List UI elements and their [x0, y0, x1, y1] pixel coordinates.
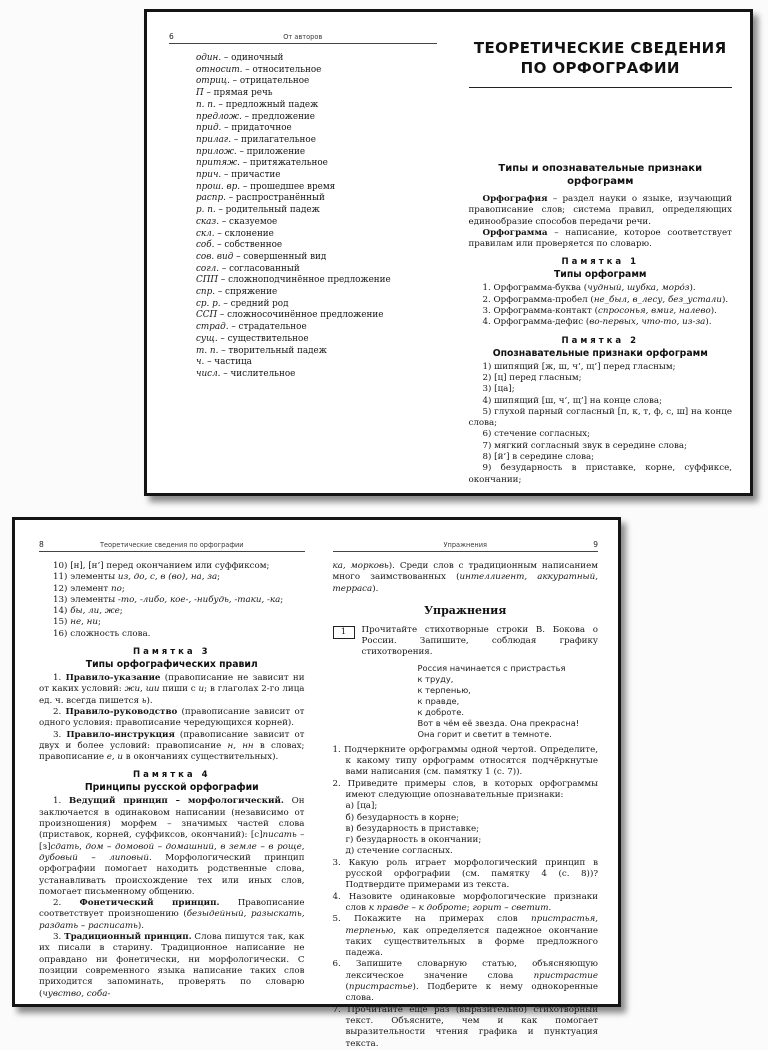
task-list [333, 745, 599, 1050]
pamyatka-item: 1. Орфограмма-буква (чудный, шубка, моро́з). [482, 283, 696, 294]
abbreviation-item: притяж. – притяжательное [196, 158, 328, 169]
exercise-intro: Прочитайте стихотворные строки В. Бокова о России. Запишите, соблюдая графику стихотворения. [361, 624, 598, 658]
list-item: 13) элементы -то, -либо, кое-, -нибудь, -таки, -ка; [53, 594, 284, 605]
pamyatka-item: 2. Орфограмма-пробел (не_был, в_лесу, без_устали). [482, 294, 729, 305]
list-item: 15) не, ни; [53, 617, 101, 628]
task-items-1-2 [333, 745, 599, 801]
poem-line: к терпенью, [417, 684, 471, 695]
section-title-line1: Типы и опознавательные признаки [498, 163, 703, 174]
task-item: 3. Какую роль играет морфологический принцип в русской орфографии (см. памятку 4 (с. 8))? Подтвердите примерами из текста. [332, 857, 598, 891]
running-head [39, 540, 305, 552]
running-head [333, 540, 599, 552]
book-spread-pages-6-7 [144, 9, 753, 496]
abbreviation-item: ССП – сложносочинённое предложение [196, 310, 384, 321]
task-item: 5. Покажите на примерах слов пристрастья, терпенью, как определяется падежное окончание таких существительных в форме предложного падежа. [332, 914, 598, 959]
page-6 [147, 12, 449, 493]
book-spread-pages-8-9 [12, 517, 621, 1049]
task-item: 1. Подчеркните орфограммы одной чертой. Определите, к какому типу орфограмм относятся подчёркнутые вами написания (см. памятку 1 (с. 7)). [332, 744, 598, 778]
list-item: 12) элемент по; [53, 583, 125, 594]
pamyatka-item-list [469, 362, 733, 486]
pamyatka-item: 2. Правило-руководство (правописание зависит от одного условия: правописание чередующихся корней). [39, 706, 305, 729]
poem-line: Россия начинается с пристрастья [417, 662, 566, 673]
task-items-3-7 [333, 858, 599, 1050]
abbreviation-item: один. – одиночный [196, 53, 284, 63]
subtask-item: б) безударность в корне; [345, 812, 460, 823]
page-7 [449, 12, 751, 493]
pamyatka-item: 1. Правило-указание (правописание не зависит ни от каких условий: жи, ши пиши с и; в глаголах 2-го лица ед. ч. всегда пишется ь). [39, 673, 305, 706]
pamyatka-item: 6) стечение согласных; [482, 429, 591, 440]
abbreviation-item: прилаг. – прилагательное [196, 134, 316, 145]
chapter-title-line2: ПО ОРФОГРАФИИ [520, 59, 680, 77]
recognition-signs-continued-list [39, 561, 305, 640]
pamyatka-item: 5) глухой парный согласный [п, к, т, ф, с, ш] на конце слова; [468, 406, 732, 429]
pamyatka-subtitle: Опознавательные признаки орфограмм [492, 347, 708, 359]
pamyatka-title: Памятка 3 [132, 647, 211, 658]
abbreviation-item: СПП – сложноподчинённое предложение [196, 275, 391, 286]
abbreviation-item: отриц. – отрицательное [196, 76, 310, 87]
abbreviation-item: сов. вид – совершенный вид [196, 251, 327, 262]
task-item: 6. Запишите словарную статью, объясняющую лексическое значение слова пристрастие (пристрастье). Подберите к нему однокоренные слова. [332, 959, 598, 1004]
pamyatka-item: 3. Правило-инструкция (правописание зависит от двух и более условий: правописание н, нн в словах; правописание е, и в окончаниях существительных). [39, 729, 305, 763]
abbreviation-item: ч. – частица [196, 357, 252, 368]
pamyatka-1 [469, 257, 733, 328]
task-item: 2. Приведите примеры слов, в которых орфограммы имеют следующие опознавательные признаки: [332, 778, 598, 800]
pamyatka-item: 1) шипящий [ж, ш, ч’, щ’] перед гласным; [482, 361, 676, 372]
definition-paragraph: Орфография – раздел науки о языке, изучающий правописание слов; система правил, определяющих единообразие способов передачи речи. [468, 194, 732, 227]
pamyatka-item-list [469, 283, 733, 328]
abbreviation-item: прош. вр. – прошедшее время [196, 181, 336, 192]
task-item: 4. Назовите одинаковые морфологические признаки слов к правде – к доброте; горит – светит. [332, 891, 598, 913]
pamyatka-item: 7) мягкий согласный звук в середине слова; [482, 440, 687, 451]
pamyatka-item: 4) шипящий [ш, ч’, щ’] на конце слова; [482, 395, 663, 406]
pamyatka-title: Памятка 2 [561, 335, 640, 346]
list-item: 14) бы, ли, же; [53, 606, 123, 617]
exercise-1 [333, 625, 599, 659]
pamyatka-item-list [39, 673, 305, 763]
abbreviation-item: т. п. – творительный падеж [196, 345, 327, 356]
pamyatka-item: 2) [ц] перед гласным; [482, 372, 582, 383]
pamyatka-3 [39, 647, 305, 763]
abbreviation-list [196, 53, 437, 381]
pamyatka-item: 9) безударность в приставке, корне, суффиксе, окончании; [468, 463, 732, 485]
abbreviation-item: страд. – страдательное [196, 322, 307, 333]
pamyatka-item: 4. Орфограмма-дефис (во-первых, что-то, из-за). [482, 317, 712, 328]
abbreviation-item: соб. – собственное [196, 240, 283, 251]
pamyatka-subtitle: Типы орфографических правил [85, 659, 258, 671]
running-title: Упражнения [443, 541, 487, 549]
subtask-item: а) [ца]; [345, 801, 378, 812]
page-number: 9 [593, 540, 598, 549]
definition-paragraph: Орфограмма – написание, которое соответствует правилам или проверяется по словарю. [468, 227, 732, 250]
abbreviation-item: спр. – спряжение [196, 287, 278, 298]
pamyatka-item: 8) [й’] в середине слова; [482, 452, 595, 463]
exercises-section-title: Упражнения [424, 603, 507, 617]
abbreviation-item: согл. – согласованный [196, 263, 300, 274]
abbreviation-item: р. п. – родительный падеж [196, 205, 320, 216]
list-item: 11) элементы из, до, с, в (во), на, за; [53, 572, 221, 583]
poem-line: Она горит и светит в темноте. [417, 728, 552, 739]
pamyatka-item: 3) [ца]; [482, 384, 515, 395]
poem-line: Вот в чём её звезда. Она прекрасна! [417, 717, 580, 728]
section-title-line2: орфограмм [567, 176, 634, 187]
abbreviation-item: прич. – причастие [196, 170, 281, 181]
running-head [169, 32, 437, 44]
chapter-title [469, 38, 733, 78]
abbreviation-item: относит. – относительное [196, 64, 322, 75]
list-item: 16) сложность слова. [53, 628, 151, 639]
exercise-number-box: 1 [333, 626, 355, 639]
running-title: Теоретические сведения по орфографии [99, 541, 244, 549]
pamyatka-2 [469, 336, 733, 486]
page-number: 8 [39, 540, 44, 549]
poem-line: к труду, [417, 673, 454, 684]
pamyatka-4 [39, 770, 305, 999]
continuation-paragraph: ка, морковь). Среди слов с традиционным написанием много заимствованных (интеллигент, аккуратный, терраса). [332, 561, 598, 594]
abbreviation-item: сказ. – сказуемое [196, 216, 278, 227]
page-8 [15, 520, 317, 1004]
abbreviation-item: п. п. – предложный падеж [196, 99, 319, 110]
poem-line: к правде, [417, 695, 460, 706]
list-item: 10) [н], [н’] перед окончанием или суффиксом; [53, 561, 270, 571]
abbreviation-item: П – прямая речь [196, 88, 273, 99]
abbreviation-item: предлож. – предложение [196, 111, 316, 122]
abbreviation-item: сущ. – существительное [196, 333, 309, 344]
subtask-item: г) безударность в окончании; [345, 835, 482, 846]
blank-space [469, 88, 733, 162]
task-2-subitems [346, 801, 599, 857]
pamyatka-title: Памятка 4 [132, 770, 211, 781]
abbreviation-item: прилож. – приложение [196, 146, 306, 157]
abbreviation-item: ср. р. – средний род [196, 298, 289, 309]
pamyatka-item: 1. Ведущий принцип – морфологический. Он заключается в одинаковом написании (независимо от произношения) морфем – значимых частей слова (приставок, корней, суффиксов, окончаний): [с]писать – [з]сдать, дом – домовой – домашний, в земле – в роще, дубовый – липовый. Морфологический принцип орфографии помогает находить родственные слова, устанавливать происхождение тех или иных слов, помогает письменному общению. [39, 796, 305, 897]
page-9 [317, 520, 619, 1049]
abbreviation-item: числ. – числительное [196, 368, 296, 379]
running-title: От авторов [283, 33, 323, 41]
pamyatka-item: 2. Фонетический принцип. Правописание соответствует произношению (безыдейный, разыскать, раздать – расписать). [39, 898, 305, 931]
poem-line: к доброте. [417, 706, 464, 717]
poem-block [418, 663, 599, 740]
section-title [469, 162, 733, 188]
chapter-title-line1: ТЕОРЕТИЧЕСКИЕ СВЕДЕНИЯ [473, 39, 727, 57]
pamyatka-item: 3. Традиционный принцип. Слова пишутся так, как их писали в старину. Традиционное написание не оправдано ни фонетически, ни морфологически. С позиции современного языка написание таких слов приходится запоминать, проверять по словарю (чувство, соба- [39, 932, 305, 999]
subtask-item: в) безударность в приставке; [345, 823, 480, 834]
abbreviation-item: прид. – придаточное [196, 123, 292, 134]
pamyatka-title: Памятка 1 [561, 257, 640, 268]
abbreviation-item: скл. – склонение [196, 228, 274, 239]
page-number: 6 [169, 32, 174, 41]
abbreviation-item: распр. – распространённый [196, 193, 325, 204]
pamyatka-item-list [39, 796, 305, 999]
pamyatka-subtitle: Принципы русской орфографии [84, 782, 259, 794]
subtask-item: д) стечение согласных. [345, 846, 453, 857]
pamyatka-subtitle: Типы орфограмм [553, 269, 647, 281]
task-item: 7. Прочитайте ещё раз (выразительно) стихотворный текст. Объясните, чем и как помогает выразительности чтения графика и пунктуация текста. [332, 1004, 598, 1049]
pamyatka-item: 3. Орфограмма-контакт (спросонья, вмиг, налево). [482, 306, 717, 317]
